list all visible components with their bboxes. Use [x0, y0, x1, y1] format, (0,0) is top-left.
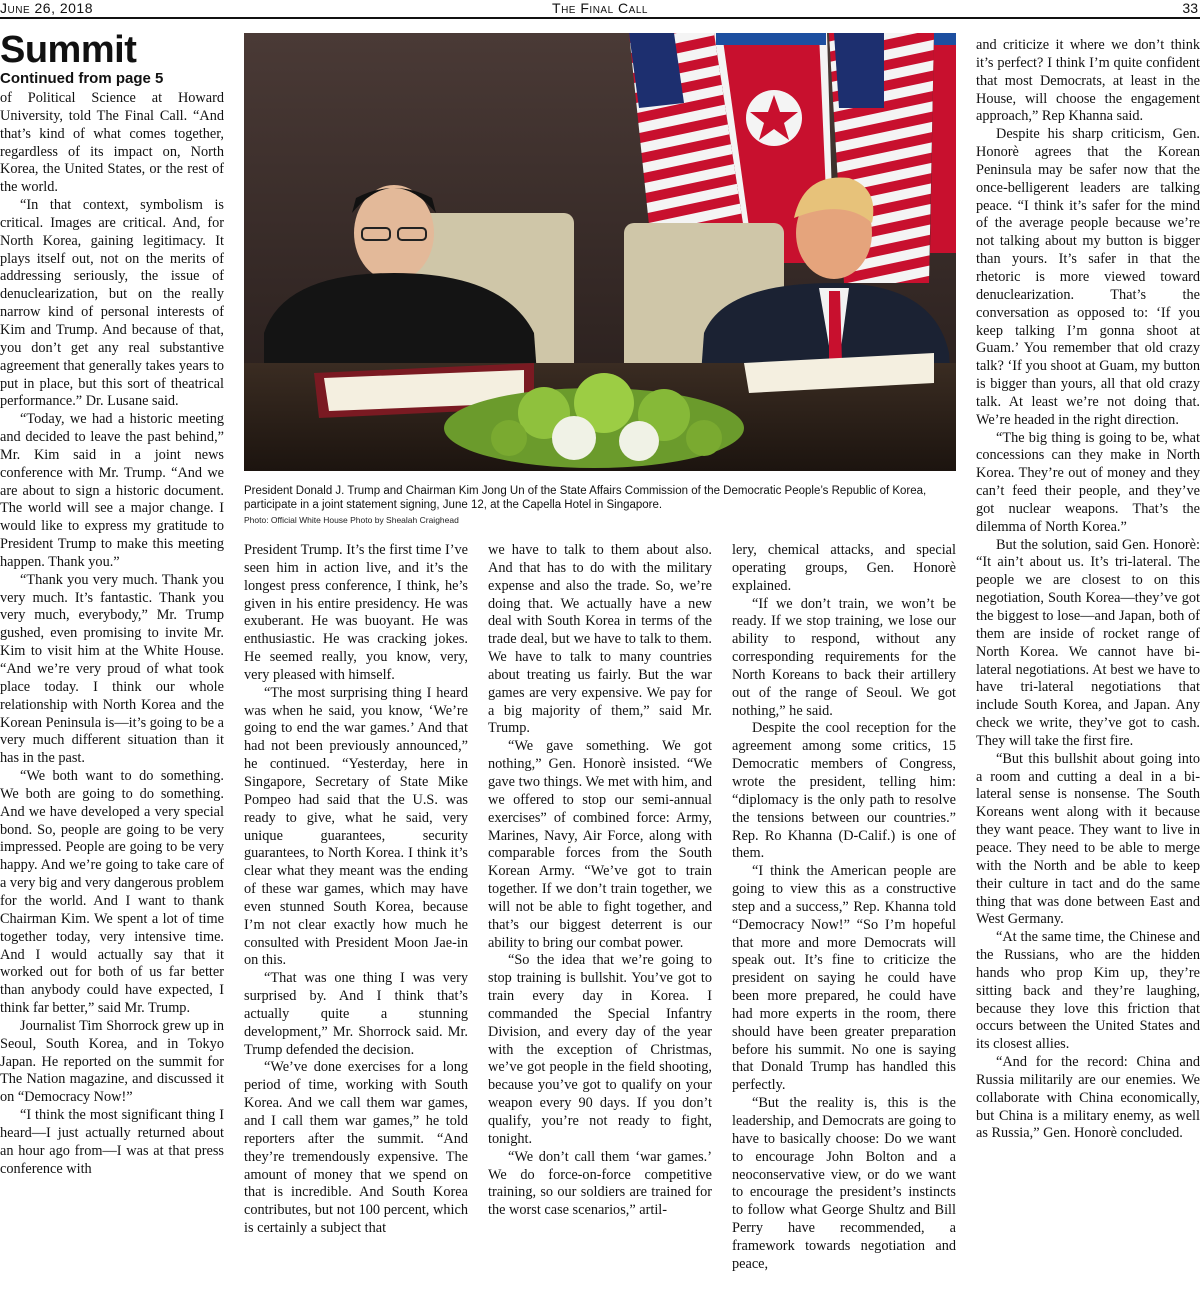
paragraph: “I think the most significant thing I heard—I just actually returned about an hour ago from—I was at that press conference with [0, 1107, 224, 1177]
paragraph: “That was one thing I was very surprised by. And I think that’s actually quite a stunning development,” Mr. Shorrock said. Mr. Trump defended the decision. [244, 970, 468, 1058]
photo-caption: President Donald J. Trump and Chairman Kim Jong Un of the State Affairs Commission of the Democratic People’s Republic of Korea, participate in a joint statement signing, June 12, at the Capella Hotel in Singapore. [244, 485, 927, 511]
article-column-4 [732, 542, 956, 1274]
page-header [0, 0, 1200, 18]
paragraph: “We’ve done exercises for a long period of time, working with South Korea. And we call them war games, and I call them war games,” he told reporters after the summit. “And they’re tremendously expensive. The amount of money that we spend on that is incredible. And South Korea contributes, but not 100 percent, which is certainly a subject that [244, 1059, 468, 1237]
paragraph: Journalist Tim Shorrock grew up in Seoul, South Korea, and in Tokyo Japan. He reported on the summit for The Nation magazine, and discussed it on “Democracy Now!” [0, 1017, 224, 1106]
paragraph: President Trump. It’s the first time I’ve seen him in action live, and it’s the longest press conference, I think, he’s given in his entire presidency. He was exuberant. He was buoyant. He was enthusiastic. He was cracking jokes. He seemed really, you know, very, very pleased with himself. [244, 542, 468, 683]
paragraph: and criticize it where we don’t think it’s perfect? I think I’m quite confident that most Democrats, at least in the House, will choose the engagement approach,” Rep Khanna said. [976, 37, 1200, 125]
paragraph: “If we don’t train, we won’t be ready. If we stop training, we lose our ability to respond, without any corresponding requirements for the North Koreans to back their artillery out of the range of Seoul. We got nothing,” he said. [732, 595, 956, 719]
paragraph: “The most surprising thing I heard was when he said, you know, ‘We’re going to end the war games.’ And that had not been previously announced,” he continued. “Yesterday, here in Singapore, Secretary of State Mike Pompeo had said that the U.S. was ready to give, what he said, very unique guarantees, security guarantees, to North Korea. I think it’s clear what they meant was the ending of these war games, which may have even stunned South Korea, because I’m not clear exactly how much he consulted with President Moon Jae-in on this. [244, 684, 468, 969]
paragraph: “We both want to do something. We both are going to do something. And we have developed a very special bond. So, people are going to be very impressed. People are going to be very happy. And we’re going to take care of a very big and very dangerous problem for the world. And I want to thank Chairman Kim. We spent a lot of time together today, very intensive time. And I would actually say that it worked out for both of us far better than anybody could have expected, I think far better,” said Mr. Trump. [0, 768, 224, 1017]
paragraph: Despite the cool reception for the agreement among some critics, 15 Democratic members of Congress, wrote the president, telling him: “diplomacy is the only path to resolve the tensions between our countries.” Rep. Ro Khanna (D-Calif.) is one of them. [732, 720, 956, 862]
paragraph: of Political Science at Howard University, told The Final Call. “And that’s kind of what comes together, regardless of its impact on, North Korea, the United States, or the rest of the world. [0, 90, 224, 196]
paragraph: “At the same time, the Chinese and the Russians, who are the hidden hands who prop Kim up, they’re sitting back and they’re laughing, because they love this friction that occurs between the United States and its closest allies. [976, 929, 1200, 1053]
paragraph: “So the idea that we’re going to stop training is bullshit. You’ve got to train every day in Korea. I commanded the Special Infantry Division, and every day of the year with the exception of Christmas, we’ve got people in the field shooting, because you’ve got to qualify on your weapon every 90 days. If you don’t qualify, you’re not ready to fight, tonight. [488, 952, 712, 1147]
photo-credit: Photo: Official White House Photo by Shealah Craighead [244, 515, 459, 525]
paragraph: “But this bullshit about going into a room and cutting a deal in a bi-lateral sense is nonsense. The South Koreans went along with it because they want peace. They want to live in peace. They need to be able to merge with the North and be able to keep their culture in tact and do the same thing that was done between East and West Germany. [976, 750, 1200, 928]
paragraph: Despite his sharp criticism, Gen. Honorè agrees that the Korean Peninsula may be safer now that the once-belligerent leaders are talking peace. “I think it’s safer for the mind of the average people because we’re not talking about my button is bigger than yours. It’s safer in that the rhetoric is more viewed toward denuclearization. That’s the conversation as opposed to: ‘If you keep talking I’m gonna shoot at Guam.’ You remember that old crazy talk? ‘If you shoot at Guam, my button is bigger than yours, all that old crazy talk. At least we’re not doing that. We’re headed in the right direction. [976, 126, 1200, 428]
header-rule [0, 17, 1200, 19]
paragraph: “In that context, symbolism is critical. Images are critical. And, for North Korea, gaining legitimacy. It plays itself out, not on the merits of addressing seriously, the issue of denuclearization, but on the really narrow kind of personal interests of Kim and Trump. And because of that, you don’t get any real substantive agreement that generally takes years to put in place, but this sort of theatrical performance.” Dr. Lusane said. [0, 197, 224, 410]
paragraph: “We don’t call them ‘war games.’ We do force-on-force competitive training, so our soldiers are trained for the worst case scenarios,” artil- [488, 1148, 712, 1219]
publication-name: The Final Call [552, 0, 648, 16]
paragraph: But the solution, said Gen. Honorè: “It ain’t about us. It’s tri-lateral. The people we are closest to on this negotiation, South Korea—they’ve got the biggest to lose—and Japan, both of them are inside of rocket range of North Korea. We cannot have bi-lateral negotiations. At best we have to have tri-lateral negotiations that include South Korea, and Japan. Any check we write, they’ve got to cash. They will take the first fire. [976, 536, 1200, 749]
article-column-1 [0, 30, 224, 1178]
jump-line: Continued from page 5 [0, 70, 164, 87]
article-column-2 [244, 542, 468, 1238]
photo-caption-block [244, 484, 956, 526]
article-column-5 [976, 37, 1200, 1143]
page-number: 33 [1182, 0, 1198, 16]
headline: Summit [0, 29, 137, 71]
paragraph: “Thank you very much. Thank you very much. It’s fantastic. Thank you very much, everybody,” Mr. Trump gushed, even promising to invite Mr. Kim to visit him at the White House. “And we’re very proud of what took place today. I think our whole relationship with North Korea and the Korean Peninsula is—it’s going to be a very much different situation than it has in the past. [0, 571, 224, 767]
paragraph: we have to talk to them about also. And that has to do with the military expense and also the trade. So, we’re doing that. We actually have a new deal with South Korea in terms of the trade deal, but we have to talk to them. We have to talk to many countries about treating us fairly. But the war games are very expensive. We pay for a big majority of them,” said Mr. Trump. [488, 542, 712, 737]
paragraph: “But the reality is, this is the leadership, and Democrats are going to have to basically choose: Do we want to encourage John Bolton and a neoconservative view, or do we want to encourage the president’s instincts to follow what George Shultz and Bill Perry have recommended, a framework towards negotiation and peace, [732, 1095, 956, 1272]
issue-date: June 26, 2018 [0, 0, 93, 16]
paragraph: “I think the American people are going to view this as a constructive step and a success,” Rep. Khanna told “Democracy Now!” “So I’m hopeful that more and more Democrats will speak out. It’s fine to criticize the president on saying he could have been more prepared, he could have had more experts in the room, there should have been greater preparation before his summit. No one is saying that Donald Trump has handled this perfectly. [732, 863, 956, 1094]
paragraph: lery, chemical attacks, and special operating groups, Gen. Honorè explained. [732, 542, 956, 594]
article-column-3 [488, 542, 712, 1220]
paragraph: “And for the record: China and Russia militarily are our enemies. We collaborate with China economically, but China is a military enemy, as well as Russia,” Gen. Honorè concluded. [976, 1054, 1200, 1142]
paragraph: “We gave something. We got nothing,” Gen. Honorè insisted. “We gave two things. We met with him, and we offered to stop our semi-annual exercises” of combined force: Army, Marines, Navy, Air Force, along with comparable forces from the South Korean Army. “We’ve got to train together. If we don’t train together, we will not be able to fight together, and that’s our biggest deterrent is our ability to bring our combat power. [488, 738, 712, 951]
paragraph: “Today, we had a historic meeting and decided to leave the past behind,” Mr. Kim said in a joint news conference with Mr. Trump. “And we are about to sign a historic document. The world will see a major change. I would like to express my gratitude to President Trump to make this meeting happen. Thank you.” [0, 411, 224, 570]
paragraph: “The big thing is going to be, what concessions can they make in North Korea. They’re out of money and they can’t feed their people, and they’ve got nuclear weapons. That’s the dilemma of North Korea.” [976, 429, 1200, 535]
summit-photo [244, 33, 956, 471]
